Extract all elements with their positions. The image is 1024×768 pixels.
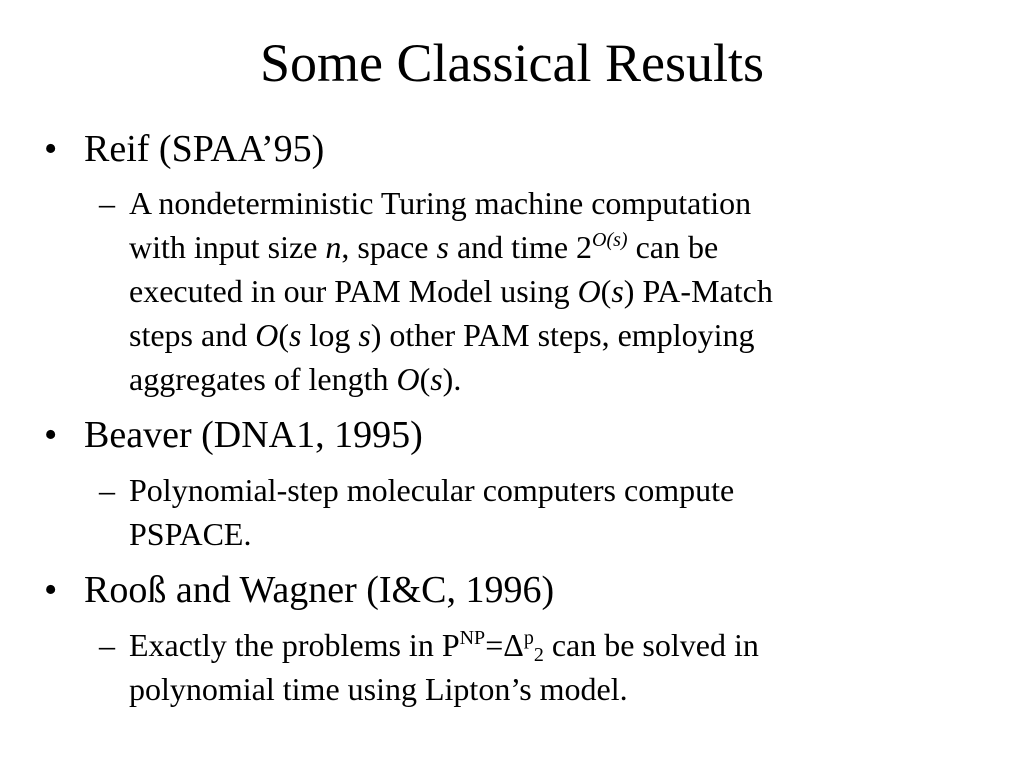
text-line: polynomial time using Lipton’s model. [129, 671, 628, 707]
sub-bullet-beaver [99, 468, 959, 556]
bullet-label: Reif (SPAA’95) [84, 128, 325, 170]
sub-bullet-roos-wagner [99, 623, 959, 711]
sub-bullet-reif [99, 181, 959, 401]
text-line: executed in our PAM Model using O(s) PA-Match [129, 273, 773, 309]
text-line: with input size n, space s and time $2^{O(s)}$ can be [129, 229, 719, 265]
text-line: Polynomial-step molecular computers compute [129, 472, 735, 508]
text-line: A nondeterministic Turing machine computation [129, 185, 752, 221]
bullet-label: Rooß and Wagner (I&C, 1996) [84, 569, 555, 611]
bullet-glyph: • [44, 569, 58, 611]
dash-glyph: – [99, 627, 115, 663]
text-line: steps and O(s log s) other PAM steps, employing [129, 317, 755, 353]
dash-glyph: – [99, 185, 115, 221]
bullet-roos-wagner [44, 568, 554, 612]
bullet-reif [44, 127, 324, 171]
bullet-glyph: • [44, 414, 58, 456]
bullet-glyph: • [44, 128, 58, 170]
text-line: PSPACE. [129, 516, 252, 552]
slide-title: Some Classical Results [260, 33, 764, 93]
text-line: Exactly the problems in $P^{NP}=\Delta^p_2$ can be solved in [129, 627, 759, 666]
text-line: aggregates of length O(s). [129, 361, 462, 397]
bullet-label: Beaver (DNA1, 1995) [84, 414, 423, 456]
dash-glyph: – [99, 472, 115, 508]
bullet-beaver [44, 413, 423, 457]
